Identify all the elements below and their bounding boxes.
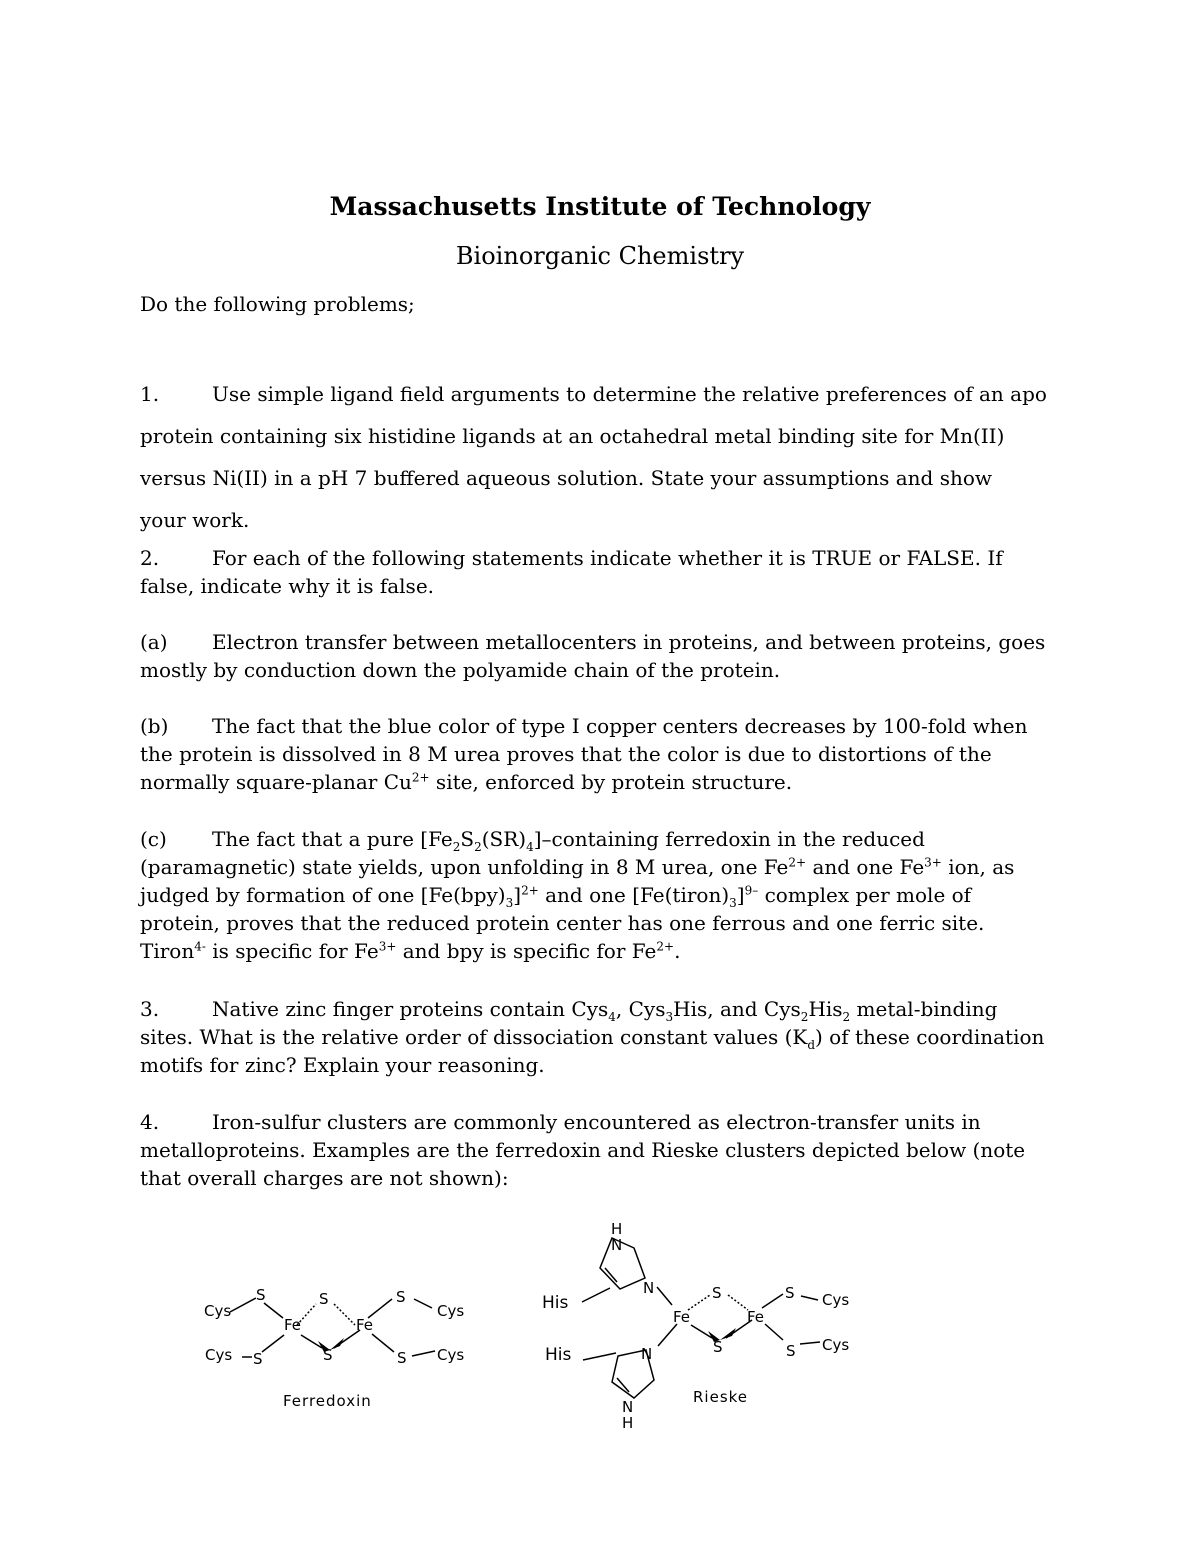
problem-text-line: Native zinc finger proteins contain Cys$_4$, Cys$_3$His, and Cys$_2$His$_2$ metal-binding bbox=[212, 997, 998, 1024]
course-subtitle: Bioinorganic Chemistry bbox=[455, 242, 745, 270]
rieske-caption: Rieske bbox=[693, 1388, 749, 1406]
problem-text-line: metalloproteins. Examples are the ferredoxin and Rieske clusters depicted below (note bbox=[140, 1138, 1026, 1162]
problem-4 bbox=[140, 1108, 1070, 1192]
problem-number: 3. bbox=[140, 997, 160, 1021]
rieske-s-label: S bbox=[712, 1284, 722, 1302]
rieske-n-label: N bbox=[641, 1345, 653, 1363]
statement-label: (a) bbox=[140, 630, 168, 654]
rieske-h-label: H bbox=[611, 1220, 623, 1238]
problem-text-line: protein containing six histidine ligands at an octahedral metal binding site for Mn(II) bbox=[140, 424, 1005, 448]
statement-text-line: mostly by conduction down the polyamide chain of the protein. bbox=[140, 658, 781, 682]
intro-text: Do the following problems; bbox=[140, 292, 415, 316]
rieske-n-label: N bbox=[611, 1236, 623, 1254]
rieske-h-label: H bbox=[622, 1414, 634, 1432]
statement-c bbox=[140, 825, 1070, 965]
rieske-fe-label: Fe bbox=[747, 1308, 765, 1326]
rieske-s-label: S bbox=[786, 1342, 796, 1360]
problem-text-line: sites. What is the relative order of dissociation constant values $(K_d)$ of these coordination bbox=[140, 1025, 1045, 1052]
statement-label: (b) bbox=[140, 714, 169, 738]
iron-sulfur-cluster-figure bbox=[0, 1200, 1200, 1450]
statement-text-line: The fact that the blue color of type I copper centers decreases by 100-fold when bbox=[212, 714, 1028, 738]
problem-1 bbox=[140, 373, 1070, 541]
statement-text-line: Tiron$^{4-}$ is specific for $Fe^{3+}$ and bpy is specific for $Fe^{2+}$. bbox=[140, 939, 681, 963]
ferredoxin-s-label: S bbox=[319, 1290, 329, 1308]
statement-text-line: (paramagnetic) state yields, upon unfolding in 8 M urea, one $Fe^{2+}$ and one $Fe^{3+}$ ion, as bbox=[140, 855, 1015, 879]
rieske-cys-label: Cys bbox=[822, 1291, 850, 1309]
page-title: Massachusetts Institute of Technology bbox=[329, 192, 871, 221]
rieske-n-label: N bbox=[643, 1279, 655, 1297]
statement-a bbox=[140, 628, 1070, 684]
statement-text-line: Electron transfer between metallocenters in proteins, and between proteins, goes bbox=[212, 630, 1046, 654]
ferredoxin-fe-label: Fe bbox=[284, 1316, 302, 1334]
statement-text-line: the protein is dissolved in 8 M urea proves that the color is due to distortions of the bbox=[140, 742, 992, 766]
rieske-n-label: N bbox=[622, 1398, 634, 1416]
ferredoxin-s-label: S bbox=[256, 1286, 266, 1304]
problem-text-line: motifs for zinc? Explain your reasoning. bbox=[140, 1053, 545, 1077]
problem-number: 1. bbox=[140, 382, 160, 406]
ferredoxin-s-label: S bbox=[323, 1346, 333, 1364]
ferredoxin-s-label: S bbox=[253, 1350, 263, 1368]
ferredoxin-s-label: S bbox=[396, 1288, 406, 1306]
ferredoxin-cys-label: Cys bbox=[204, 1302, 232, 1320]
ferredoxin-cys-label: Cys bbox=[437, 1346, 465, 1364]
problem-text-line: that overall charges are not shown): bbox=[140, 1166, 509, 1190]
statement-text-line: normally square-planar $Cu^{2+}$ site, enforced by protein structure. bbox=[140, 770, 793, 794]
problem-text-line: Iron-sulfur clusters are commonly encountered as electron-transfer units in bbox=[212, 1110, 981, 1134]
rieske-his-label: His bbox=[545, 1345, 572, 1365]
ferredoxin-s-label: S bbox=[397, 1349, 407, 1367]
ferredoxin-cys-label: Cys bbox=[205, 1346, 233, 1364]
rieske-s-label: S bbox=[785, 1284, 795, 1302]
rieske-s-label: S bbox=[713, 1338, 723, 1356]
ferredoxin-fe-label: Fe bbox=[356, 1316, 374, 1334]
rieske-his-label: His bbox=[542, 1293, 569, 1313]
problem-text-line: For each of the following statements indicate whether it is TRUE or FALSE. If bbox=[212, 546, 1003, 570]
problem-number: 2. bbox=[140, 546, 160, 570]
statement-text-line: The fact that a pure $[Fe_2S_2(SR)_4]$–containing ferredoxin in the reduced bbox=[212, 827, 925, 854]
problem-number: 4. bbox=[140, 1110, 160, 1134]
rieske-fe-label: Fe bbox=[673, 1308, 691, 1326]
statement-label: (c) bbox=[140, 827, 167, 851]
statement-text-line: protein, proves that the reduced protein center has one ferrous and one ferric site. bbox=[140, 911, 985, 935]
statement-b bbox=[140, 712, 1070, 796]
problem-text-line: false, indicate why it is false. bbox=[140, 574, 435, 598]
rieske-cys-label: Cys bbox=[822, 1336, 850, 1354]
ferredoxin-cys-label: Cys bbox=[437, 1302, 465, 1320]
statement-text-line: judged by formation of one $[Fe(bpy)_3]^{2+}$ and one $[Fe(tiron)_3]^{9-}$ complex per mole of bbox=[140, 883, 972, 910]
problem-text-line: Use simple ligand field arguments to determine the relative preferences of an apo bbox=[212, 382, 1047, 406]
problem-3 bbox=[140, 995, 1070, 1079]
ferredoxin-caption: Ferredoxin bbox=[283, 1392, 372, 1410]
problem-2 bbox=[140, 544, 1070, 600]
problem-text-line: versus Ni(II) in a pH 7 buffered aqueous solution. State your assumptions and show bbox=[140, 466, 993, 490]
problem-text-line: your work. bbox=[140, 508, 250, 532]
